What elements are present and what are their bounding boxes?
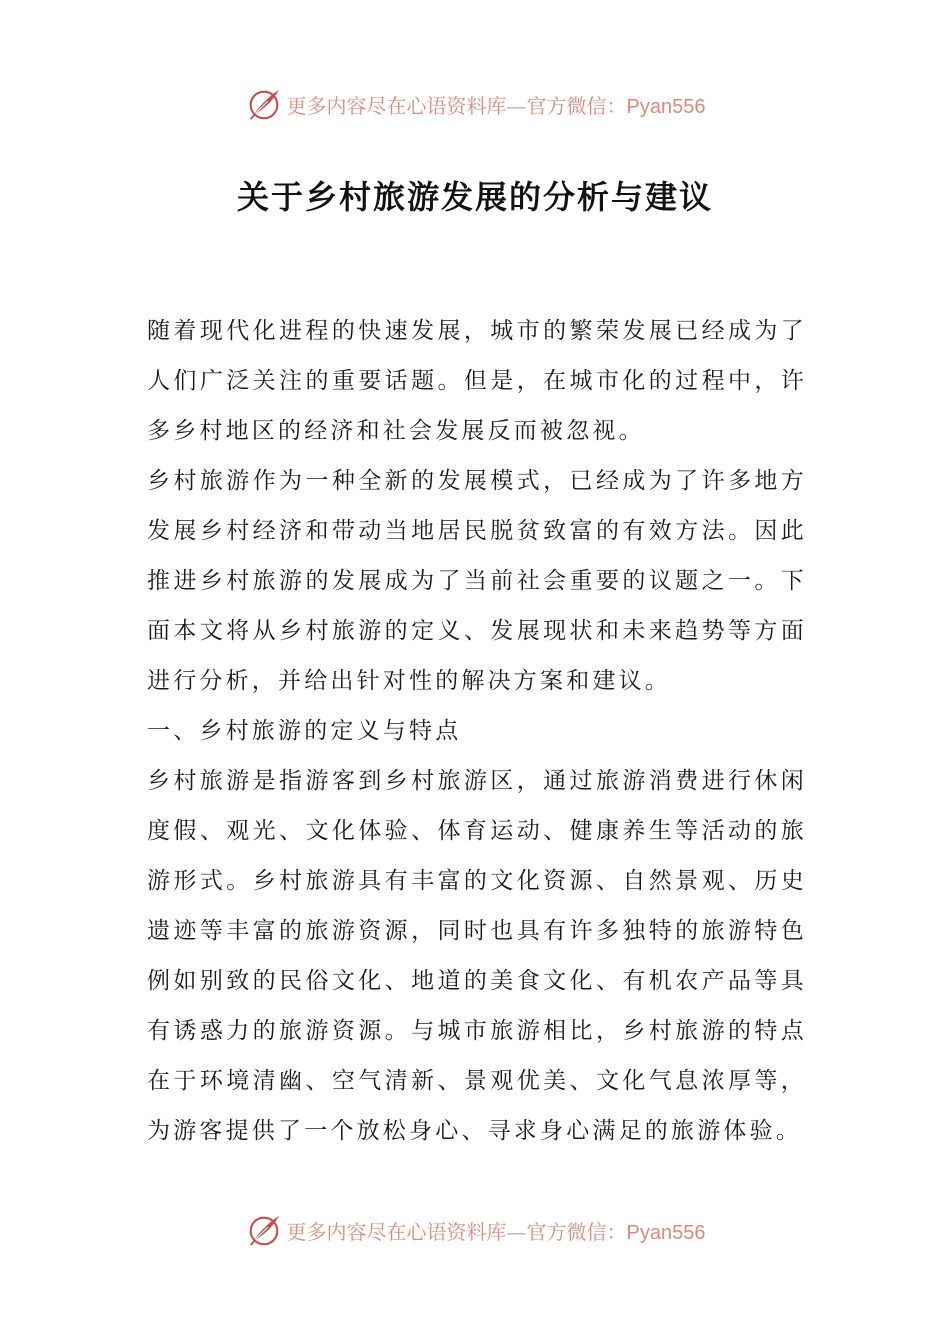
paragraph-background: 乡村旅游作为一种全新的发展模式，已经成为了许多地方发展乡村经济和带动当地居民脱贫致富的有效方法。因此推进乡村旅游的发展成为了当前社会重要的议题之一。下面本文将从乡村旅游的定义、发展现状和未来趋势等方面进行分析，并给出针对性的解决方案和建议。 [147, 468, 807, 694]
feather-pen-logo-icon [245, 85, 283, 123]
feather-pen-logo-icon [245, 1211, 283, 1249]
paragraph-definition: 乡村旅游是指游客到乡村旅游区，通过旅游消费进行休闲度假、观光、文化体验、体育运动、健康养生等活动的旅游形式。乡村旅游具有丰富的文化资源、自然景观、历史遗迹等丰富的旅游资源，同时也具有许多独特的旅游特色例如别致的民俗文化、地道的美食文化、有机农产品等具有诱惑力的旅游资源。与城市旅游相比，乡村旅游的特点在于环境清幽、空气清新、景观优美、文化气息浓厚等，为游客提供了一个放松身心、寻求身心满足的旅游体验。 [147, 768, 807, 1144]
header-banner [0, 82, 950, 126]
paragraph-intro: 随着现代化进程的快速发展，城市的繁荣发展已经成为了人们广泛关注的重要话题。但是，在城市化的过程中，许多乡村地区的经济和社会发展反而被忽视。 [147, 318, 807, 444]
document-body [147, 306, 807, 1156]
footer-banner [0, 1208, 950, 1252]
document-title: 关于乡村旅游发展的分析与建议 [236, 178, 713, 216]
banner-text: 更多内容尽在心语资料库—官方微信：Pyan556 [286, 1219, 706, 1244]
section-heading: 一、乡村旅游的定义与特点 [147, 718, 462, 744]
banner-wechat-id: Pyan556 [626, 1221, 706, 1244]
banner-wechat-id: Pyan556 [626, 95, 706, 118]
banner-wechat-label: 官方微信： [526, 93, 627, 118]
banner-separator: — [506, 93, 527, 118]
banner-separator: — [506, 1219, 527, 1244]
banner-wechat-label: 官方微信： [526, 1219, 627, 1244]
banner-text: 更多内容尽在心语资料库—官方微信：Pyan556 [286, 93, 706, 118]
